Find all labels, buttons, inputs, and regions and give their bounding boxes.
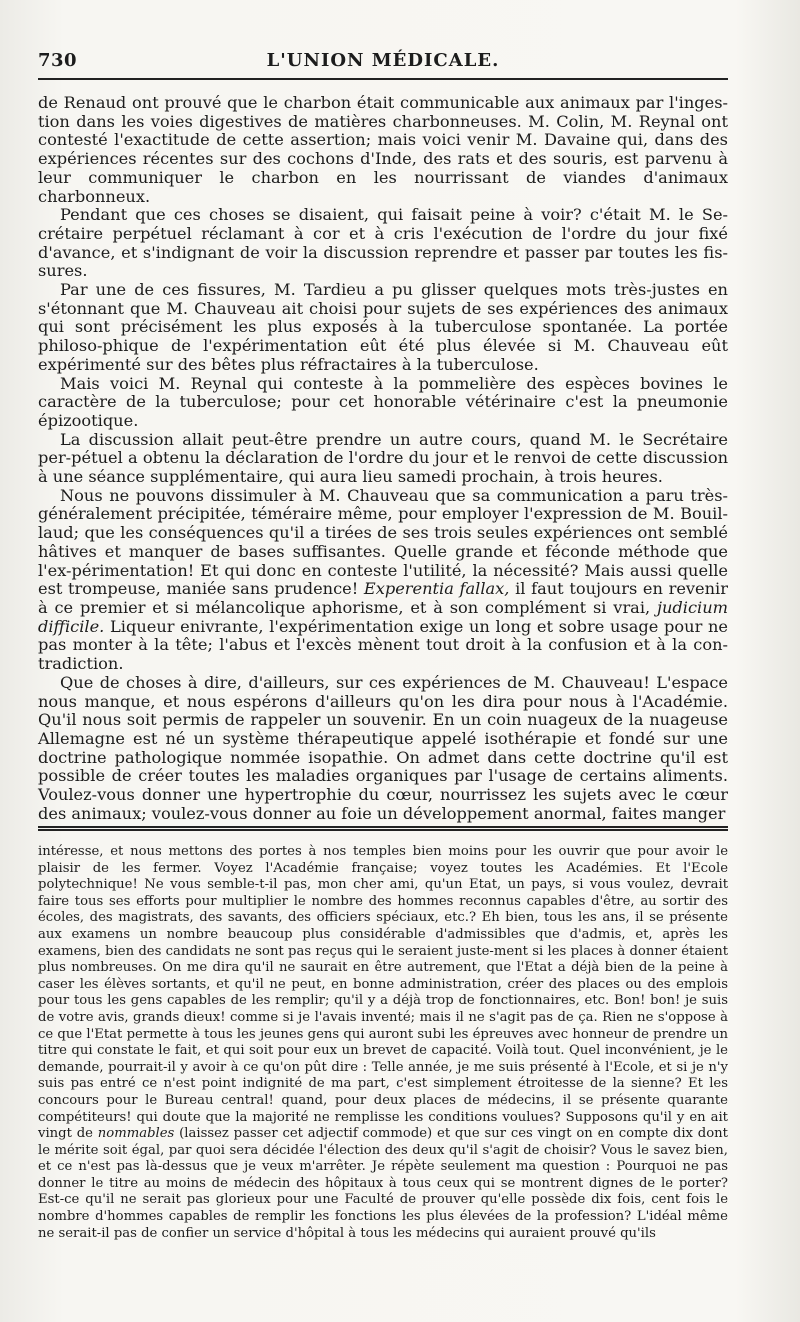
text-run: (laissez passer cet adjectif commode) et que sur ces vingt on en compte dix dont le mérite soit égal, par quoi sera décidée l'élection des deux qu'il s'agit de choisir? Vous le savez bien, et ce n'est pas là-dessus que je veux m'arrêter. Je répète seulement ma question : Pourquoi ne pas donner le titre au moins de médecin des hôpitaux à tous ceux qui se montrent dignes de le porter? Est-ce qu'il ne serait pas glorieux pour une Faculté de prouver qu'elle possède dix fois, cent fois le nombre d'hommes capables de remplir les fonctions les plus élevées de la profession? L'idéal même ne serait-il pas de confier un service d'hôpital à tous les médecins qui auraient prouvé qu'ils xyxy=(38,1126,728,1241)
paragraph: Mais voici M. Reynal qui conteste à la pommelière des espèces bovines le caractère de la tuberculose; pour cet honorable vétérinaire c'est la pneumonie épizootique. xyxy=(38,373,728,430)
header-rule xyxy=(38,78,728,80)
latin-phrase: judicium difficile. xyxy=(38,597,728,636)
running-head-title: L'UNION MÉDICALE. xyxy=(266,50,500,71)
paragraph: Pendant que ces choses se disaient, qui faisait peine à voir? c'était M. le Se-crétaire perpétuel réclamant à cor et à cris l'exécution de l'ordre du jour fixé d'avance, et s'indignant de voir la discussion reprendre et passer par toutes les fis-sures. xyxy=(38,205,728,281)
page-header xyxy=(38,50,728,76)
paragraph: Par une de ces fissures, M. Tardieu a pu glisser quelques mots très-justes en s'étonnant que M. Chauveau ait choisi pour sujets de ses expériences des animaux qui sont précisément les plus exposés à la tuberculose spontanée. La portée philoso-phique de l'expérimentation eût été plus élevée si M. Chauveau eût expérimenté sur des bêtes plus réfractaires à la tuberculose. xyxy=(38,280,728,374)
text-run: Liqueur enivrante, l'expérimentation exige un long et sobre usage pour ne pas monter à la tête; l'abus et l'excès mènent tout droit à la confusion et à la con-tradiction. xyxy=(38,616,728,674)
text-run: intéresse, et nous mettons des portes à nos temples bien moins pour les ouvrir que pour avoir le plaisir de les fermer. Voyez l'Académie française; voyez toutes les Académies. Et l'Ecole polytechnique! Ne vous semble-t-il pas, mon cher ami, qu'un Etat, un pays, si vous voulez, devrait faire tous ses efforts pour multiplier le nombre des hommes reconnus capables d'être, au sortir des écoles, des magistrats, des savants, des officiers spéciaux, etc.? Eh bien, tous les ans, il se présente aux examens un nombre beaucoup plus considérable d'admissibles que d'admis, et, après les examens, bien des candidats ne sont pas reçus qui le seraient juste-ment si les places à donner étaient plus nombreuses. On me dira qu'il ne saurait en être autrement, que l'Etat a déjà bien de la peine à caser les élèves sortants, et qu'il ne peut, en bonne administration, créer des places ou des emplois pour tous les gens capables de les remplir; qu'il y a déjà trop de fonctionnaires, etc. Bon! bon! je suis de votre avis, grands dieux! comme si je l'avais inventé; mais il ne s'agit pas de ça. Rien ne s'oppose à ce que l'Etat permette à tous les jeunes gens qui auront subi les épreuves avec honneur de prendre un titre qui constate le fait, et qui soit pour eux un brevet de capacité. Voilà tout. Quel inconvénient, je le demande, pourrait-il y avoir à ce qu'on pût dire : Telle année, je me suis présenté à l'Ecole, et si je n'y suis pas entré ce n'est point indignité de ma part, c'est simplement étroitesse de la sienne? Et les concours pour le Bureau central! quand, pour deux places de médecins, il se présente quarante compétiteurs! qui doute que la majorité ne remplisse les conditions voulues? Supposons qu'il y en ait vingt de xyxy=(38,844,728,1142)
paragraph xyxy=(38,844,728,1242)
feuilleton-column xyxy=(38,844,728,1242)
text-run: il faut toujours en revenir à ce premier et si mélancolique aphorisme, et à son complément si vrai, xyxy=(38,579,728,617)
latin-phrase: Experentia fallax, xyxy=(363,579,510,599)
main-column xyxy=(38,94,728,823)
paragraph xyxy=(38,487,728,674)
paragraph: La discussion allait peut-être prendre un autre cours, quand M. le Secrétaire per-pétuel a obtenu la déclaration de l'ordre du jour et le renvoi de cette discussion à une séance supplémentaire, qui aura lieu samedi prochain, à trois heures. xyxy=(38,429,728,487)
feuilleton-separator xyxy=(38,826,728,831)
paragraph: de Renaud ont prouvé que le charbon était communicable aux animaux par l'inges-tion dans les voies digestives de matières charbonneuses. M. Colin, M. Reynal ont contesté l'exactitude de cette assertion; mais voici venir M. Davaine qui, dans des expériences récentes sur des cochons d'Inde, des rats et des souris, est parvenu à leur communiquer le charbon en les nourrissant de viandes d'animaux charbonneux. xyxy=(38,93,728,206)
paragraph: Que de choses à dire, d'ailleurs, sur ces expériences de M. Chauveau! L'espace nous manque, et nous espérons d'ailleurs qu'on les dira pour nous à l'Académie. Qu'il nous soit permis de rappeler un souvenir. En un coin nuageux de la nuageuse Allemagne est né un système thérapeutique appelé isothérapie et fondé sur une doctrine pathologique nommée isopathie. On admet dans cette doctrine qu'il est possible de créer toutes les maladies organiques par l'usage de certains aliments. Voulez-vous donner une hypertrophie du cœur, nourrissez les sujets avec le cœur des animaux; voulez-vous donner au foie un développement anormal, faites manger xyxy=(38,672,728,823)
page-number: 730 xyxy=(38,50,78,71)
italic-word: nommables xyxy=(97,1126,175,1142)
text-run: Nous ne pouvons dissimuler à M. Chauveau que sa communication a paru très-généralement précipitée, téméraire même, pour employer l'expression de M. Bouil-laud; que les conséquences qu'il a tirées de ses trois seules expériences ont semblé hâtives et manquer de bases suffisantes. Quelle grande et féconde méthode que l'ex-périmentation! Et qui donc en conteste l'utilité, la nécessité? Mais aussi quelle est trompeuse, maniée sans prudence! xyxy=(38,485,728,599)
